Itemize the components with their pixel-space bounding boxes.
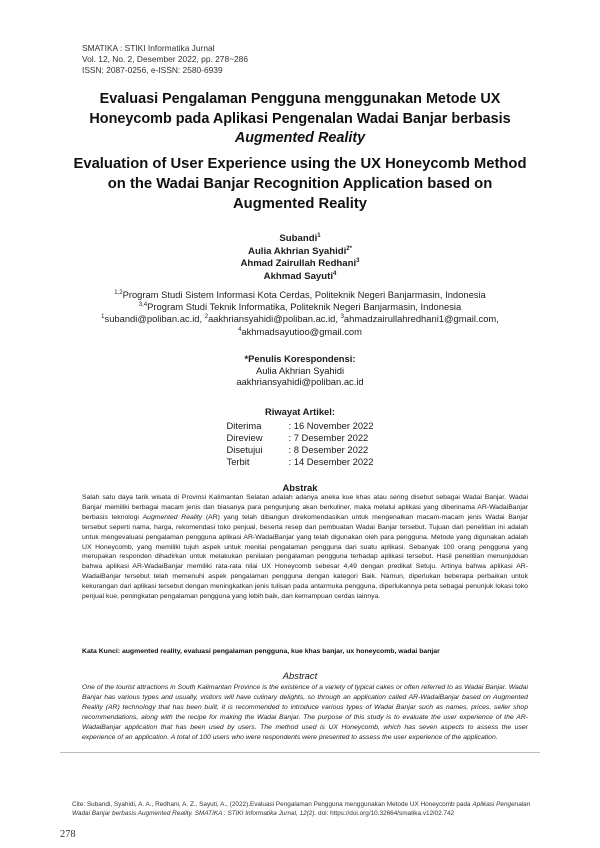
- title-en-line2: on the Wadai Banjar Recognition Application based on: [107, 176, 493, 192]
- journal-header: [82, 43, 248, 76]
- keywords-label: Kata Kunci:: [82, 648, 122, 655]
- page-number: 278: [60, 829, 76, 840]
- abstrak-body: Salah satu daya tarik wisata di Provinsi Kalimantan Selatan adalah adanya aneka kue khas atau sering disebut sebagai Wadai Banjar. Wadai Banjar memiliki berbagai macam jenis dan biasanya para pengunjung akan berkuliner, maka melalui aplikasi yang diberinama AR-WadaiBanjar berbasis teknologi Augmented Reality (AR) yang telah dibangun direkomendasikan untuk mengenalkan macam-macam jenis Wadai Banjar tersebut seperti nama, harga, rekomendasi toko penjual, beserta resep dari pembuatan Wadai Banjar tersebut. Tujuan dari penelitian ini adalah untuk mengevaluasi pengalaman pengguna aplikasi AR-WadaiBanjar yang telah digunakan oleh para pengguna. Metode yang digunakan adalah UX Honeycomb, yang memiliki tujuh aspek untuk menilai pengalaman pengguna dari suatu aplikasi. Sebanyak 100 orang pengguna yang merupakan responden dihadirkan untuk melakukan penilaian pengalaman pengguna terhadap aplikasi tersebut. Hasil penelitian menunjukkan bahwa aplikasi AR-WadaiBanjar memiliki rata-rata nilai UX Honeycomb sebesar 4,49 dengan predikat Setuju. Artinya bahwa aplikasi AR-WadaiBanjar tersebut telah memenuhi aspek pengalaman pengguna dengan kategori Baik. Namun, diperlukan beberapa perbaikan untuk kekurangan dari aplikasi tersebut dengan meningkatkan jenis tulisan pada antarmuka pengguna, diperlukannya peta sebagai penunjuk lokasi toko penjual kue, peningkatan pengalaman pengguna yang lebih baik, dan kemampuan cerdas lainnya.: [82, 494, 528, 601]
- divider: [60, 752, 540, 753]
- title-id-line1: Evaluasi Pengalaman Pengguna menggunakan Metode UX: [99, 91, 501, 107]
- keywords-value: augmented reality, evaluasi pengalaman pengguna, kue khas banjar, ux honeycomb, wadai banjar: [121, 648, 440, 655]
- author-emails-cont: $^4$akhmadsayutioo@gmail.com: [238, 325, 362, 337]
- title-id-line3: Augmented Reality: [234, 130, 366, 146]
- correspondence-email: aakhriansyahidi@poliban.ac.id: [236, 376, 364, 388]
- journal-volume: Vol. 12, No. 2, Desember 2022, pp. 278~286: [82, 54, 248, 64]
- author-emails: $^1$subandi@poliban.ac.id, $^2$aakhriansyahidi@poliban.ac.id, $^3$ahmadzairullahredhani1@gmail.com,: [101, 313, 499, 325]
- author-list: [100, 233, 500, 283]
- correspondence: [100, 353, 500, 388]
- history-row: Disetujui : 8 Desember 2022: [226, 443, 369, 455]
- title-indonesian: [60, 90, 540, 149]
- title-en-line1: Evaluation of User Experience using the UX Honeycomb Method: [73, 156, 527, 172]
- author: Aulia Akhrian Syahidi$^{2*}$: [248, 245, 352, 257]
- abstract-body: One of the tourist attractions in South Kalimantan Province is the existence of a variety of typical cakes or often referred to as Wadai Banjar. Wadai Banjar has various types and usually, visitors will have culinary delights, so through an application called AR-WadaiBanjar based on Augmented Reality (AR) technology that has been built, it is recommended to introduce various types of Wadai Banjar such as names, prices, seller shop recommendations, along with the recipe for making the Wadai Banjar. The purpose of this study is to evaluate the user experience of the AR-WadaiBanjar application that has been used by users. The method used is UX Honeycomb, which has seven aspects to assess the user experience of an application. A total of 100 users who were respondents were presented to assess the user experience of the application.: [82, 684, 528, 741]
- title-en-line3: Augmented Reality: [232, 196, 368, 212]
- citation: Cite: Subandi, Syahidi, A. A., Redhani, A. Z., Sayuti, A., (2022).Evaluasi Pengalaman Pengguna menggunakan Metode UX Honeycomb pada Aplikasi Pengenalan Wadai Banjar berbasis Augmented Reality. SMATIKA : STIKI Informatika Jurnal, 12(2). doi: https://doi.org/10.32664/smatika.v12i02.742: [72, 801, 531, 817]
- history-row: Diterima : 16 November 2022: [226, 419, 374, 431]
- author: Ahmad Zairullah Redhani$^3$: [240, 258, 360, 270]
- affiliations: [60, 289, 540, 338]
- author: Subandi$^1$: [279, 232, 321, 244]
- journal-name: SMATIKA : STIKI Informatika Jurnal: [82, 43, 215, 53]
- history-label: Riwayat Artikel:: [265, 406, 335, 417]
- abstrak-heading: Abstrak: [282, 482, 318, 493]
- title-id-line2: Honeycomb pada Aplikasi Pengenalan Wadai Banjar berbasis: [89, 110, 511, 127]
- article-history: [100, 406, 500, 468]
- history-row: Terbit : 14 Desember 2022: [226, 455, 374, 467]
- history-table: [225, 420, 376, 468]
- affiliation-1: $^{1,2}$Program Studi Sistem Informasi Kota Cerdas, Politeknik Negeri Banjarmasin, Indonesia: [114, 289, 486, 300]
- abstract-heading: Abstract: [282, 670, 318, 681]
- author: Akhmad Sayuti$^4$: [263, 270, 337, 282]
- affiliation-2: $^{3,4}$Program Studi Teknik Informatika, Politeknik Negeri Banjarmasin, Indonesia: [138, 301, 462, 313]
- title-english: [60, 154, 540, 214]
- correspondence-label: *Penulis Korespondensi:: [244, 353, 356, 364]
- keywords: [82, 647, 528, 657]
- correspondence-name: Aulia Akhrian Syahidi: [255, 364, 345, 376]
- history-row: Direview : 7 Desember 2022: [226, 431, 369, 443]
- journal-issn: ISSN: 2087-0256, e-ISSN: 2580-6939: [82, 65, 223, 75]
